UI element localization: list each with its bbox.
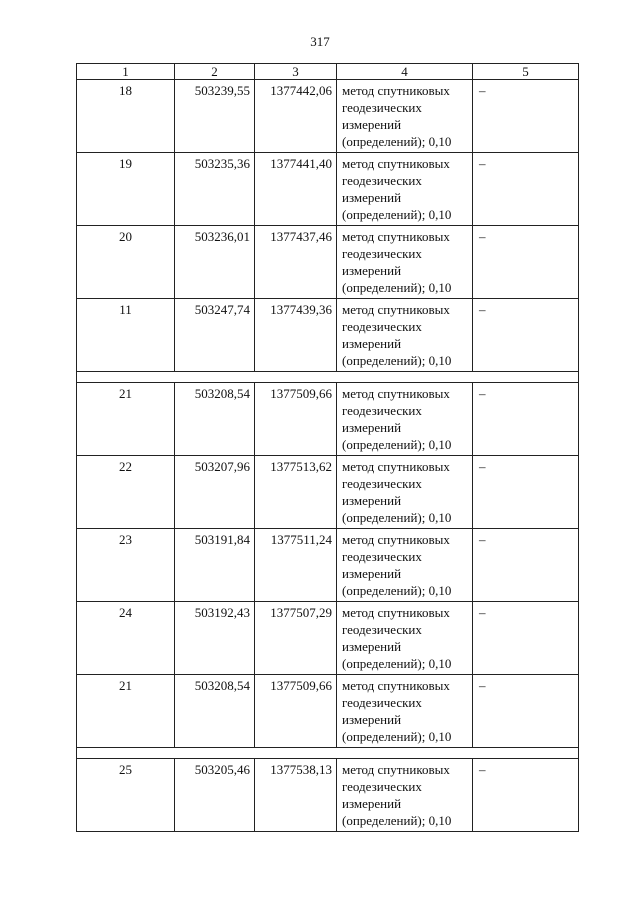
- method-line: геодезических: [342, 100, 422, 115]
- x-coordinate-cell: 503208,54: [175, 675, 255, 748]
- header-cell-5: 5: [473, 64, 579, 80]
- method-line: измерений: [342, 566, 402, 581]
- method-line: измерений: [342, 639, 402, 654]
- y-coordinate-cell: 1377511,24: [255, 529, 337, 602]
- y-coordinate-cell: 1377538,13: [255, 759, 337, 832]
- table-row: [77, 602, 579, 675]
- note-cell: –: [473, 153, 579, 226]
- table-row: [77, 456, 579, 529]
- table-header-row: [77, 64, 579, 80]
- method-cell: [337, 153, 473, 226]
- table-row: [77, 80, 579, 153]
- block-separator-row: [77, 372, 579, 383]
- method-line: метод спутниковых: [342, 532, 450, 547]
- method-line: (определений); 0,10: [342, 729, 452, 744]
- y-coordinate-cell: 1377437,46: [255, 226, 337, 299]
- note-cell: –: [473, 80, 579, 153]
- method-line: метод спутниковых: [342, 762, 450, 777]
- method-cell: [337, 226, 473, 299]
- table-row: [77, 759, 579, 832]
- table-row: [77, 529, 579, 602]
- header-cell-3: 3: [255, 64, 337, 80]
- x-coordinate-cell: 503239,55: [175, 80, 255, 153]
- point-number-cell: 11: [77, 299, 175, 372]
- method-line: метод спутниковых: [342, 229, 450, 244]
- y-coordinate-cell: 1377442,06: [255, 80, 337, 153]
- method-line: (определений); 0,10: [342, 583, 452, 598]
- method-line: (определений); 0,10: [342, 510, 452, 525]
- method-line: геодезических: [342, 549, 422, 564]
- method-line: метод спутниковых: [342, 459, 450, 474]
- method-line: геодезических: [342, 403, 422, 418]
- method-line: измерений: [342, 190, 402, 205]
- method-line: геодезических: [342, 246, 422, 261]
- point-number-cell: 18: [77, 80, 175, 153]
- header-cell-2: 2: [175, 64, 255, 80]
- y-coordinate-cell: 1377509,66: [255, 383, 337, 456]
- method-line: измерений: [342, 336, 402, 351]
- point-number-cell: 19: [77, 153, 175, 226]
- x-coordinate-cell: 503236,01: [175, 226, 255, 299]
- note-cell: –: [473, 759, 579, 832]
- x-coordinate-cell: 503207,96: [175, 456, 255, 529]
- method-line: (определений); 0,10: [342, 437, 452, 452]
- method-line: геодезических: [342, 779, 422, 794]
- method-line: геодезических: [342, 173, 422, 188]
- method-line: геодезических: [342, 319, 422, 334]
- table-row: [77, 299, 579, 372]
- method-line: (определений); 0,10: [342, 134, 452, 149]
- method-line: (определений); 0,10: [342, 656, 452, 671]
- point-number-cell: 22: [77, 456, 175, 529]
- note-cell: –: [473, 226, 579, 299]
- method-cell: [337, 675, 473, 748]
- method-line: измерений: [342, 117, 402, 132]
- method-line: (определений); 0,10: [342, 813, 452, 828]
- x-coordinate-cell: 503208,54: [175, 383, 255, 456]
- y-coordinate-cell: 1377439,36: [255, 299, 337, 372]
- y-coordinate-cell: 1377441,40: [255, 153, 337, 226]
- method-cell: [337, 299, 473, 372]
- note-cell: –: [473, 383, 579, 456]
- table-row: [77, 383, 579, 456]
- method-line: геодезических: [342, 476, 422, 491]
- note-cell: –: [473, 456, 579, 529]
- method-cell: [337, 456, 473, 529]
- note-cell: –: [473, 602, 579, 675]
- header-cell-1: 1: [77, 64, 175, 80]
- method-line: (определений); 0,10: [342, 207, 452, 222]
- point-number-cell: 25: [77, 759, 175, 832]
- note-cell: –: [473, 529, 579, 602]
- method-cell: [337, 759, 473, 832]
- block-separator-cell: [77, 748, 579, 759]
- x-coordinate-cell: 503247,74: [175, 299, 255, 372]
- block-separator-cell: [77, 372, 579, 383]
- header-cell-4: 4: [337, 64, 473, 80]
- point-number-cell: 20: [77, 226, 175, 299]
- method-cell: [337, 383, 473, 456]
- method-cell: [337, 602, 473, 675]
- point-number-cell: 24: [77, 602, 175, 675]
- method-line: метод спутниковых: [342, 605, 450, 620]
- method-line: метод спутниковых: [342, 83, 450, 98]
- coordinates-table: [76, 63, 579, 832]
- table-row: [77, 153, 579, 226]
- method-line: метод спутниковых: [342, 678, 450, 693]
- note-cell: –: [473, 299, 579, 372]
- method-line: (определений); 0,10: [342, 280, 452, 295]
- method-line: геодезических: [342, 622, 422, 637]
- method-line: измерений: [342, 263, 402, 278]
- table-row: [77, 675, 579, 748]
- method-cell: [337, 529, 473, 602]
- method-line: измерений: [342, 796, 402, 811]
- y-coordinate-cell: 1377509,66: [255, 675, 337, 748]
- method-cell: [337, 80, 473, 153]
- point-number-cell: 21: [77, 675, 175, 748]
- x-coordinate-cell: 503235,36: [175, 153, 255, 226]
- y-coordinate-cell: 1377507,29: [255, 602, 337, 675]
- point-number-cell: 23: [77, 529, 175, 602]
- method-line: метод спутниковых: [342, 302, 450, 317]
- point-number-cell: 21: [77, 383, 175, 456]
- x-coordinate-cell: 503205,46: [175, 759, 255, 832]
- page-number: 317: [310, 34, 330, 49]
- method-line: измерений: [342, 712, 402, 727]
- block-separator-row: [77, 748, 579, 759]
- note-cell: –: [473, 675, 579, 748]
- x-coordinate-cell: 503191,84: [175, 529, 255, 602]
- method-line: метод спутниковых: [342, 156, 450, 171]
- method-line: измерений: [342, 420, 402, 435]
- table-row: [77, 226, 579, 299]
- x-coordinate-cell: 503192,43: [175, 602, 255, 675]
- method-line: (определений); 0,10: [342, 353, 452, 368]
- y-coordinate-cell: 1377513,62: [255, 456, 337, 529]
- table-body: [77, 64, 579, 832]
- method-line: измерений: [342, 493, 402, 508]
- method-line: метод спутниковых: [342, 386, 450, 401]
- method-line: геодезических: [342, 695, 422, 710]
